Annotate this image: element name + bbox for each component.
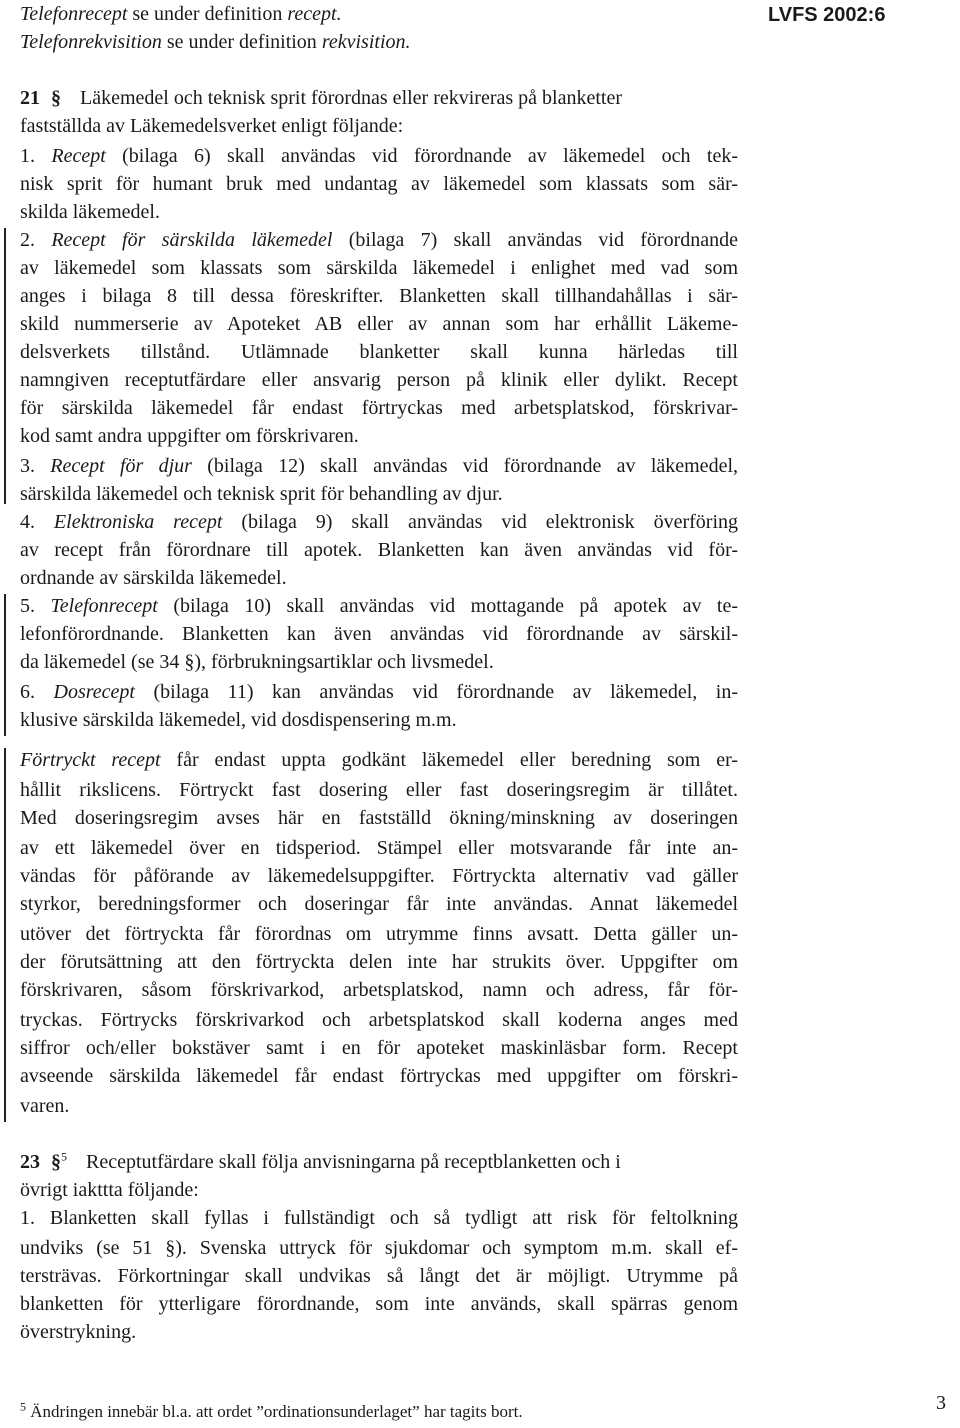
change-bar (4, 228, 6, 504)
item-number: 2. (20, 229, 35, 251)
section-number: 21 (20, 87, 40, 109)
paragraph-line: avseende särskilda läkemedel får endast förtryckas med uppgifter om förskri- (20, 1065, 738, 1087)
section-23-line: blanketten för ytterligare förordnande, som inte används, skall spärras genom (20, 1293, 738, 1315)
item-5-line: lefonförordnande. Blanketten kan även användas vid förordnande av särskil- (20, 623, 738, 645)
section-23-line: övrigt iakttta följande: (20, 1179, 199, 1201)
change-bar (4, 594, 6, 736)
header-term: rekvisition. (321, 31, 411, 53)
item-number: 4. (20, 511, 35, 533)
paragraph-text: får endast uppta godkänt läkemedel eller beredning som er- (160, 749, 738, 771)
item-number: 1. (20, 145, 35, 167)
section-symbol: § (51, 1151, 61, 1173)
item-5-line (20, 592, 738, 620)
header-term: recept. (287, 3, 342, 25)
item-term: Dosrecept (53, 681, 135, 703)
item-term: Recept för särskilda läkemedel (51, 229, 333, 251)
paragraph-line: der förutsättning att den förtryckta delen inte har strukits över. Uppgifter om (20, 951, 738, 973)
item-5-line: da läkemedel (se 34 §), förbrukningsartiklar och livsmedel. (20, 651, 494, 673)
item-2-line: skild nummerserie av Apoteket AB eller av annan som har erhållit Läkeme- (20, 313, 738, 335)
item-3-line: särskilda läkemedel och teknisk sprit för behandling av djur. (20, 483, 503, 505)
item-2-line: för särskilda läkemedel får endast förtryckas med arbetsplatskod, förskrivar- (20, 397, 738, 419)
item-4-line: ordnande av särskilda läkemedel. (20, 567, 287, 589)
section-number: 23 (20, 1151, 40, 1173)
item-2-line: delsverkets tillstånd. Utlämnade blanketter skall kunna härledas till (20, 341, 738, 363)
section-title: Receptutfärdare skall följa anvisningarna på receptblanketten och i (86, 1151, 621, 1173)
page-number: 3 (936, 1392, 946, 1414)
item-term: Recept för djur (50, 455, 192, 477)
item-text: (bilaga 12) skall användas vid förordnande av läkemedel, (191, 455, 738, 477)
paragraph-line: siffror och/eller bokstäver samt i en för apoteket maskinläsbar form. Recept (20, 1037, 738, 1059)
paragraph-line: tryckas. Förtrycks förskrivarkod och arbetsplatskod skall koderna anges med (20, 1009, 738, 1031)
item-2-line: av läkemedel som klassats som särskilda läkemedel i enlighet med vad som (20, 257, 738, 279)
section-symbol: § (51, 87, 61, 109)
header-text: se under definition (127, 3, 288, 25)
item-text: (bilaga 11) kan användas vid förordnande av läkemedel, in- (135, 681, 738, 703)
item-4-line: av recept från förordnare till apotek. Blanketten kan även användas vid för- (20, 539, 738, 561)
item-term: Elektroniska recept (53, 511, 223, 533)
footnote-number: 5 (20, 1399, 26, 1414)
item-term: Telefonrecept (50, 595, 158, 617)
item-1-line: skilda läkemedel. (20, 201, 160, 223)
item-1-line (20, 142, 738, 170)
item-text: (bilaga 6) skall användas vid förordnande av läkemedel och tek- (105, 145, 738, 167)
item-term: Recept (51, 145, 106, 167)
item-4-line (20, 508, 738, 536)
section-23-line: överstrykning. (20, 1321, 137, 1343)
item-number: 3. (20, 455, 35, 477)
paragraph-term: Förtryckt recept (20, 749, 161, 771)
paragraph-line: hållit rikslicens. Förtryckt fast dosering eller fast doseringsregim är tillåtet. (20, 779, 738, 801)
item-2-line: namngiven receptutfärdare eller ansvarig person på klinik eller dylikt. Recept (20, 369, 738, 391)
paragraph-line: Med doseringsregim avses här en fastställd ökning/minskning av doseringen (20, 807, 738, 829)
item-text: (bilaga 10) skall användas vid mottagande på apotek av te- (157, 595, 739, 617)
running-header-left (20, 0, 411, 56)
item-text: (bilaga 9) skall användas vid elektronisk överföring (222, 511, 738, 533)
footnote-ref: 5 (61, 1149, 67, 1164)
section-21-heading (20, 84, 622, 112)
footnote (20, 1399, 523, 1422)
header-text: se under definition (161, 31, 322, 53)
header-line-1 (20, 0, 411, 28)
item-2-line: kod samt andra uppgifter om förskrivaren. (20, 425, 359, 447)
item-2-line (20, 226, 738, 254)
header-term-1: Telefonrecept (20, 3, 128, 25)
section-title: Läkemedel och teknisk sprit förordnas eller rekvireras på blanketter (80, 87, 623, 109)
paragraph-line: vändas för påförande av läkemedelsuppgifter. Förtryckta alternativ vad gäller (20, 865, 738, 887)
section-23-line: tersträvas. Förkortningar skall undvikas så långt det är möjligt. Utrymme på (20, 1265, 738, 1287)
item-3-line (20, 452, 738, 480)
item-1-line: nisk sprit för humant bruk med undantag av läkemedel som klassats som sär- (20, 173, 738, 195)
footnote-text: Ändringen innebär bl.a. att ordet ”ordinationsunderlaget” har tagits bort. (30, 1402, 523, 1421)
header-term-2: Telefonrekvisition (20, 31, 162, 53)
section-23-line: 1. Blanketten skall fyllas i fullständigt och så tydligt att risk för feltolkning (20, 1207, 738, 1229)
paragraph-line (20, 746, 738, 774)
change-bar (4, 748, 6, 1122)
paragraph-line: styrkor, beredningsformer och doseringar får inte användas. Annat läkemedel (20, 893, 738, 915)
item-number: 5. (20, 595, 35, 617)
paragraph-line: förskrivaren, såsom förskrivarkod, arbetsplatskod, namn och adress, får för- (20, 979, 738, 1001)
paragraph-line: varen. (20, 1095, 70, 1117)
item-6-line (20, 678, 738, 706)
document-code: LVFS 2002:6 (768, 4, 886, 26)
header-line-2 (20, 28, 411, 56)
paragraph-line: utöver det förtryckta får förordnas om utrymme finns avsatt. Detta gäller un- (20, 923, 738, 945)
item-number: 6. (20, 681, 35, 703)
paragraph-line: av ett läkemedel över en tidsperiod. Stämpel eller motsvarande får inte an- (20, 837, 738, 859)
section-21-line: fastställda av Läkemedelsverket enligt följande: (20, 115, 404, 137)
item-2-line: anges i bilaga 8 till dessa föreskrifter. Blanketten skall tillhandahållas i sär- (20, 285, 738, 307)
section-23-heading (20, 1148, 621, 1176)
section-23-line: undviks (se 51 §). Svenska uttryck för sjukdomar och symptom m.m. skall ef- (20, 1237, 738, 1259)
item-text: (bilaga 7) skall användas vid förordnande (332, 229, 739, 251)
item-6-line: klusive särskilda läkemedel, vid dosdispensering m.m. (20, 709, 457, 731)
